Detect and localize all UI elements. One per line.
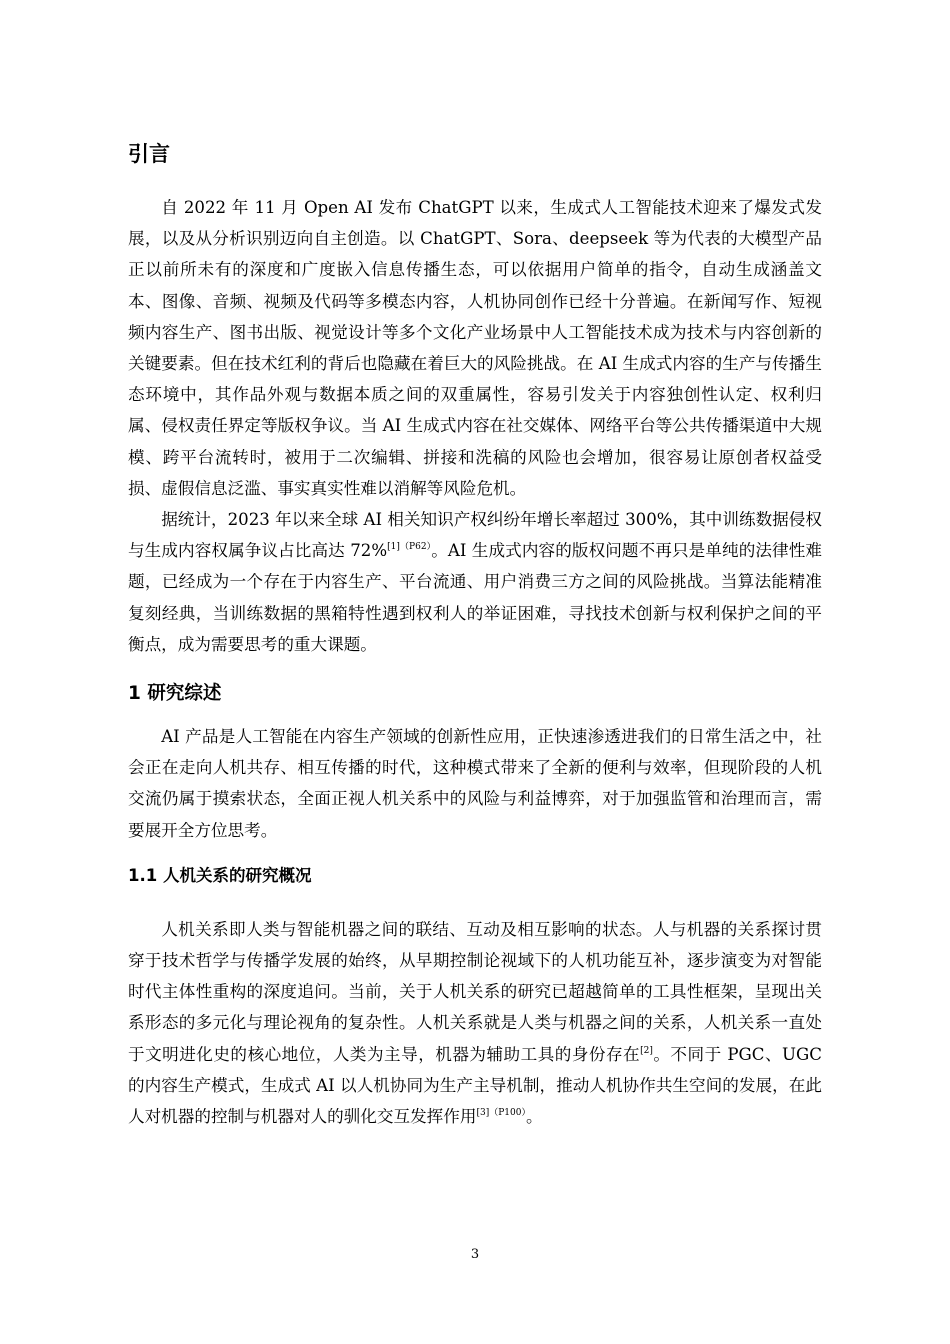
section-heading-1-1: 1.1 人机关系的研究概况 (128, 865, 312, 885)
section-1-1-paragraph-1 (128, 914, 822, 1132)
citation-3: [3]（P100） (476, 1108, 526, 1119)
intro-paragraph-2-text-a: 据统计，2023 年以来全球 AI 相关知识产权纠纷年增长率超过 300%，其中训练数据侵权与生成内容权属争议占比高达 72% (128, 510, 822, 561)
page-content (128, 138, 822, 1132)
intro-paragraph-2-text-b: 。AI 生成式内容的版权问题不再只是单纯的法律性难题，已经成为一个存在于内容生产、平台流通、用户消费三方之间的风险挑战。当算法能精准复刻经典，当训练数据的黑箱特性遇到权利人的举证困难，寻找技术创新与权利保护之间的平衡点，成为需要思考的重大课题。 (128, 541, 823, 654)
section-1-paragraph-1 (128, 721, 822, 846)
section-heading-intro: 引言 (128, 142, 170, 166)
section-1-1-paragraph-1-text-a: 人机关系即人类与智能机器之间的联结、互动及相互影响的状态。人与机器的关系探讨贯穿于技术哲学与传播学发展的始终，从早期控制论视域下的人机功能互补，逐步演变为对智能时代主体性重构的深度追问。当前，关于人机关系的研究已超越简单的工具性框架，呈现出关系形态的多元化与理论视角的复杂性。人机关系就是人类与机器之间的关系，人机关系一直处于文明进化史的核心地位，人类为主导，机器为辅助工具的身份存在 (128, 919, 822, 1064)
page-number: 3 (470, 1247, 480, 1262)
section-1-paragraph-1-text: AI 产品是人工智能在内容生产领域的创新性应用，正快速渗透进我们的日常生活之中，社会正在走向人机共存、相互传播的时代，这种模式带来了全新的便利与效率，但现阶段的人机交流仍属于摸索状态，全面正视人机关系中的风险与利益博弈，对于加强监管和治理而言，需要展开全方位思考。 (128, 727, 822, 840)
section-1-1-paragraph-1-text-c: 。 (525, 1107, 543, 1127)
section-1-1-paragraph-1-text-b: 。不同于 PGC、UGC 的内容生产模式，生成式 AI 以人机协同为生产主导机制，推动人机协作共生空间的发展，在此人对机器的控制与机器对人的驯化交互发挥作用 (128, 1044, 822, 1127)
intro-paragraph-2 (128, 504, 822, 660)
citation-2: [2] (640, 1045, 653, 1056)
intro-paragraph-1-text: 自 2022 年 11 月 Open AI 发布 ChatGPT 以来，生成式人工智能技术迎来了爆发式发展，以及从分析识别迈向自主创造。以 ChatGPT、Sora、deepseek 等为代表的大模型产品正以前所未有的深度和广度嵌入信息传播生态，可以依据用户简单的指令，自动生成涵盖文本、图像、音频、视频及代码等多模态内容，人机协同创作已经十分普遍。在新闻写作、短视频内容生产、图书出版、视觉设计等多个文化产业场景中人工智能技术成为技术与内容创新的关键要素。但在技术红利的背后也隐藏在着巨大的风险挑战。在 AI 生成式内容的生产与传播生态环境中，其作品外观与数据本质之间的双重属性，容易引发关于内容独创性认定、权利归属、侵权责任界定等版权争议。当 AI 生成式内容在社交媒体、网络平台等公共传播渠道中大规模、跨平台流转时，被用于二次编辑、拼接和洗稿的风险也会增加，很容易让原创者权益受损、虚假信息泛滥、事实真实性难以消解等风险危机。 (128, 198, 822, 498)
section-heading-1: 1 研究综述 (128, 683, 222, 705)
intro-paragraph-1 (128, 192, 822, 504)
citation-1: [1]（P62） (387, 542, 432, 553)
